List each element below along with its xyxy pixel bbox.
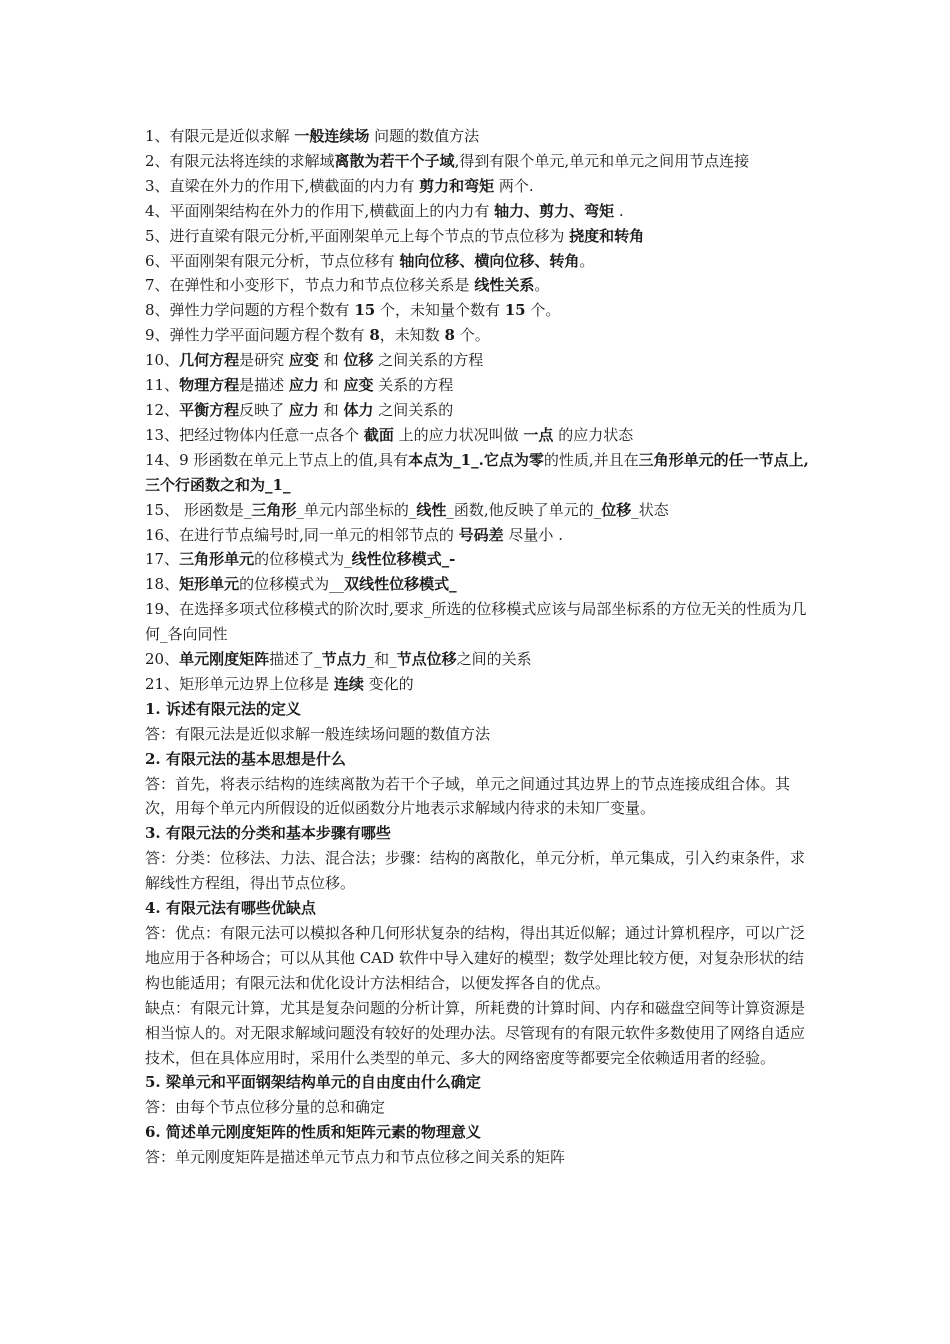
bold-term: 线性 — [416, 500, 447, 519]
text-segment: 和 — [318, 376, 344, 395]
answer-paragraph: 答：首先，将表示结构的连续离散为若干个子域，单元之间通过其边界上的节点连接成组合体。其次，用每个单元内所假设的近似函数分片地表示求解域内待求的未知厂变量。 — [145, 774, 791, 818]
text-segment: ，未知数 — [379, 326, 445, 345]
list-item — [145, 323, 810, 348]
text-segment: 20、 — [145, 650, 180, 669]
text-segment: 5、进行直梁有限元分析,平面刚架单元上每个节点的节点位移为 — [145, 226, 570, 245]
text-segment: 13、把经过物体内任意一点各个 — [145, 425, 364, 444]
text-segment: 个。 — [454, 326, 490, 345]
text-segment: . — [614, 201, 624, 220]
text-segment: 关系的方程 — [373, 376, 454, 395]
bold-term: 三角形单元 — [179, 550, 255, 569]
text-segment: 。 — [579, 251, 595, 270]
bold-term: 离散为若干个子域 — [334, 151, 455, 170]
list-item — [145, 298, 810, 323]
question-heading: 6. 简述单元刚度矩阵的性质和矩阵元素的物理意义 — [145, 1123, 481, 1142]
text-segment: 10、 — [145, 351, 180, 370]
list-item — [145, 124, 810, 149]
text-segment: 上的应力状况叫做 — [393, 425, 524, 444]
text-segment: 两个. — [494, 176, 534, 195]
text-segment: 和 — [318, 351, 344, 370]
list-item — [145, 448, 810, 498]
bold-term: 矩形单元 — [179, 575, 240, 594]
fill-in-list — [145, 124, 810, 697]
list-item — [145, 398, 810, 423]
text-segment: 之间关系的 — [373, 400, 454, 419]
bold-term: 三角形 — [251, 500, 297, 519]
bold-term: 线性关系 — [474, 276, 535, 295]
bold-term: 线性位移模式_- — [351, 550, 456, 569]
bold-term: 应变 — [288, 351, 319, 370]
bold-term: 15 — [504, 301, 526, 320]
text-segment: 3、直梁在外力的作用下,横截面的内力有 — [145, 176, 420, 195]
list-item — [145, 174, 810, 199]
question-heading: 1. 诉述有限元法的定义 — [145, 699, 301, 718]
text-segment: 尽量小 . — [503, 525, 563, 544]
text-segment: 2、有限元法将连续的求解域 — [145, 151, 335, 170]
bold-term: 单元刚度矩阵 — [179, 650, 270, 669]
bold-term: 节点位移 — [396, 650, 457, 669]
text-segment: 8、弹性力学问题的方程个数有 — [145, 301, 355, 320]
list-item — [145, 373, 810, 398]
answer-paragraph: 缺点：有限元计算，尤其是复杂问题的分析计算，所耗费的计算时间、内存和磁盘空间等计算资源是相当惊人的。对无限求解域问题没有较好的处理办法。尽管现有的有限元软件多数使用了网络自适应技术，但在具体应用时，采用什么类型的单元、多大的网络密度等都要完全依赖适用者的经验。 — [145, 998, 806, 1067]
list-item — [145, 224, 810, 249]
text-segment: 4、平面刚架结构在外力的作用下,横截面上的内力有 — [145, 201, 495, 220]
list-item — [145, 348, 810, 373]
bold-term: 轴向位移、横向位移、转角 — [399, 251, 580, 270]
text-segment: 的位移模式为_ — [254, 550, 352, 569]
text-segment: 问题的数值方法 — [369, 127, 480, 145]
bold-term: 挠度和转角 — [569, 226, 645, 245]
bold-term: 截面 — [363, 425, 394, 444]
bold-term: 8 — [369, 326, 380, 345]
text-segment: 变化的 — [363, 674, 414, 693]
text-segment: _和_ — [366, 650, 397, 669]
bold-term: 位移 — [343, 351, 374, 370]
bold-term: 8 — [444, 326, 455, 345]
list-item — [145, 498, 810, 523]
answer-paragraph: 答：由每个节点位移分量的总和确定 — [145, 1098, 386, 1117]
question-heading: 5. 梁单元和平面钢架结构单元的自由度由什么确定 — [145, 1073, 481, 1092]
text-segment: 1、有限元是近似求解 — [145, 127, 295, 145]
list-item — [145, 672, 810, 697]
text-segment: 之间的关系 — [456, 650, 532, 669]
text-segment: _状态 — [631, 500, 669, 519]
bold-term: 连续 — [333, 674, 364, 693]
bold-term: 三角形单元的任一节点上,三个行函数之和为_1_ — [145, 450, 809, 494]
text-segment: 9、弹性力学平面问题方程个数有 — [145, 326, 370, 345]
question-heading: 3. 有限元法的分类和基本步骤有哪些 — [145, 824, 391, 843]
answer-paragraph: 答：优点：有限元法可以模拟各种几何形状复杂的结构，得出其近似解；通过计算机程序，可以广泛地应用于各种场合；可以从其他 CAD 软件中导入建好的模型；数学处理比较方便，对复杂形状的结构也能适用；有限元法和优化设计方法相结合，以便发挥各自的优点。 — [145, 924, 806, 992]
text-segment: 和 — [318, 400, 344, 419]
list-item — [145, 249, 810, 274]
text-segment: 12、 — [145, 400, 180, 419]
bold-term: 号码差 — [458, 525, 504, 544]
bold-term: 双线性位移模式_ — [344, 575, 457, 594]
text-segment: 18、 — [145, 575, 180, 594]
bold-term: 本点为_1_.它点为零 — [408, 450, 544, 469]
document-page — [145, 124, 810, 1170]
bold-term: 位移 — [601, 500, 632, 519]
text-segment: 14、9 形函数在单元上节点上的值,具有 — [145, 450, 409, 469]
list-item — [145, 547, 810, 572]
question-heading: 2. 有限元法的基本思想是什么 — [145, 749, 346, 768]
text-segment: ,得到有限个单元,单元和单元之间用节点连接 — [454, 151, 750, 170]
text-segment: 11、 — [145, 376, 180, 395]
text-segment: 的性质,并且在 — [543, 450, 639, 469]
list-item — [145, 647, 810, 672]
text-segment: 15、 形函数是_ — [145, 500, 252, 519]
text-segment: 个，未知量个数有 — [375, 301, 505, 320]
bold-term: 15 — [354, 301, 376, 320]
bold-term: 应力 — [288, 376, 319, 395]
answer-paragraph: 答：有限元法是近似求解一般连续场问题的数值方法 — [145, 724, 491, 743]
question-answer-list — [145, 697, 810, 1170]
list-item — [145, 423, 810, 448]
text-segment: 个。 — [525, 301, 561, 320]
answer-paragraph: 答：分类：位移法、力法、混合法；步骤：结构的离散化，单元分析，单元集成，引入约束条件，求解线性方程组，得出节点位移。 — [145, 849, 806, 893]
text-segment: 7、在弹性和小变形下，节点力和节点位移关系是 — [145, 276, 475, 295]
bold-term: 轴力、剪力、弯矩 — [494, 201, 615, 220]
answer-paragraph: 答：单元刚度矩阵是描述单元节点力和节点位移之间关系的矩阵 — [145, 1148, 566, 1167]
list-item — [145, 199, 810, 224]
text-segment: 16、在进行节点编号时,同一单元的相邻节点的 — [145, 525, 459, 544]
text-segment: 17、 — [145, 550, 180, 569]
bold-term: 应力 — [288, 400, 319, 419]
bold-term: 体力 — [343, 400, 374, 419]
text-segment: 6、平面刚架有限元分析，节点位移有 — [145, 251, 400, 270]
bold-term: 几何方程 — [179, 351, 240, 370]
list-item — [145, 597, 810, 647]
list-item — [145, 149, 810, 174]
text-segment: 描述了_ — [269, 650, 322, 669]
text-segment: 19、在选择多项式位移模式的阶次时,要求_所选的位移模式应该与局部坐标系的方位无关的性质为几何_各向同性 — [145, 600, 807, 644]
bold-term: 平衡方程 — [179, 400, 240, 419]
bold-term: 物理方程 — [179, 376, 240, 395]
text-segment: _函数,他反映了单元的_ — [446, 500, 602, 519]
text-segment: 。 — [534, 276, 550, 295]
text-segment: 之间关系的方程 — [373, 351, 484, 370]
text-segment: _单元内部坐标的_ — [296, 500, 417, 519]
text-segment: 的位移模式为__ — [239, 575, 345, 594]
bold-term: 一般连续场 — [294, 127, 370, 145]
text-segment: 的应力状态 — [553, 425, 634, 444]
bold-term: 应变 — [343, 376, 374, 395]
bold-term: 剪力和弯矩 — [419, 176, 495, 195]
list-item — [145, 572, 810, 597]
text-segment: 21、矩形单元边界上位移是 — [145, 674, 334, 693]
text-segment: 反映了 — [239, 400, 289, 419]
text-segment: 是描述 — [239, 376, 289, 395]
bold-term: 一点 — [523, 425, 554, 444]
question-heading: 4. 有限元法有哪些优缺点 — [145, 899, 316, 918]
bold-term: 节点力 — [321, 650, 367, 669]
list-item — [145, 273, 810, 298]
text-segment: 是研究 — [239, 351, 289, 370]
list-item — [145, 523, 810, 548]
